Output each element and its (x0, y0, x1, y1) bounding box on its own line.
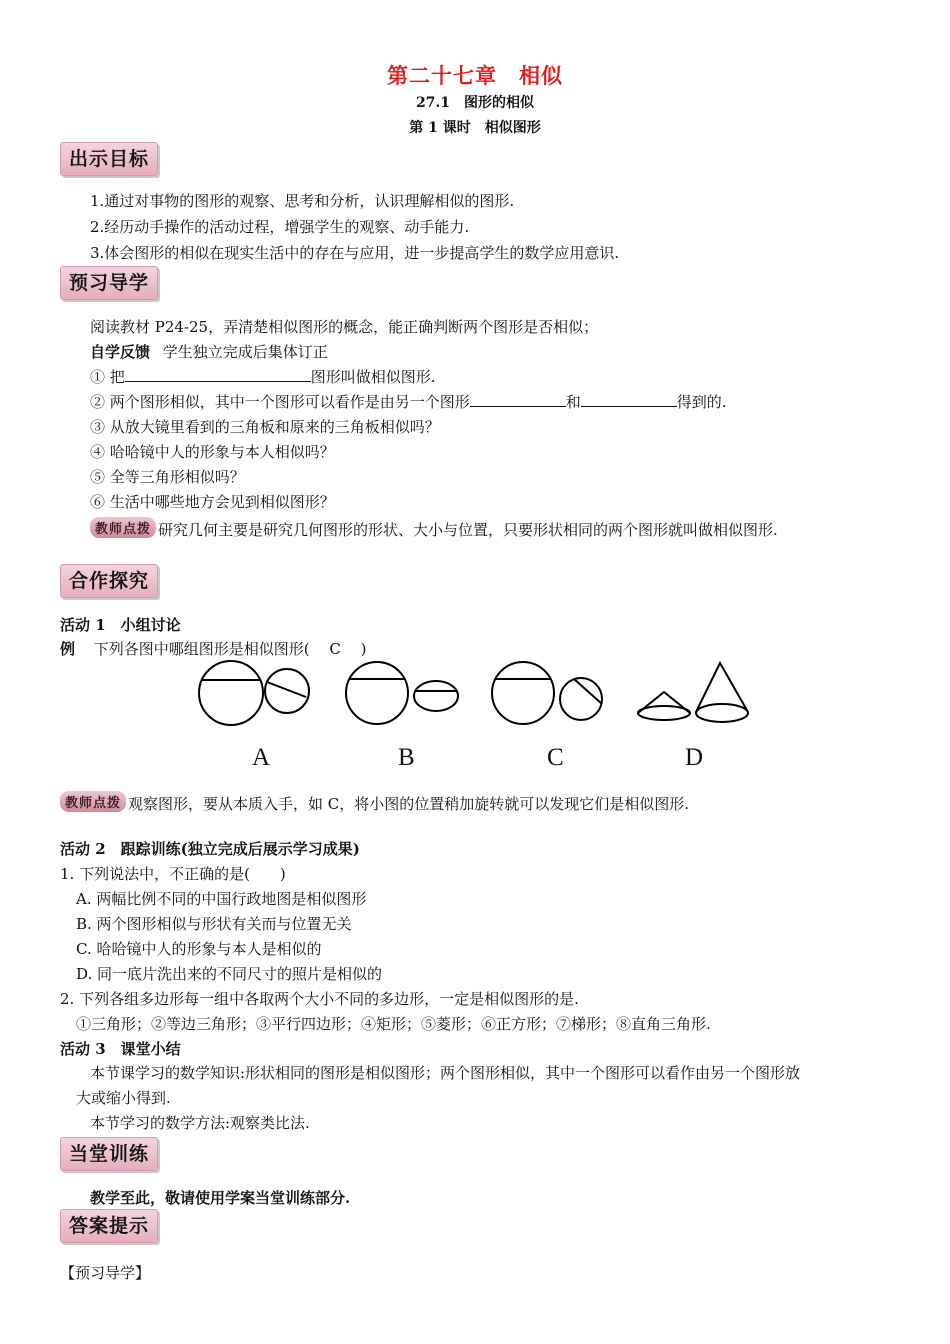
figure-c-large-circle (492, 662, 554, 724)
answer-heading: 【预习导学】 (60, 1264, 151, 1282)
answers-tag: 答案提示 (60, 1209, 158, 1243)
section-title: 27.1 图形的相似 (415, 95, 535, 111)
practice-tag: 当堂训练 (60, 1137, 158, 1171)
figure-a-small-chord (267, 682, 306, 697)
cooperate-tag: 合作探究 (60, 564, 158, 598)
feedback-label: 自学反馈 (90, 343, 151, 361)
summary-line-2: 大或缩小得到. (76, 1089, 171, 1107)
example-label: 例 (60, 640, 76, 658)
feedback-text: 学生独立完成后集体订正 (162, 343, 328, 361)
figure-a-small-circle (265, 669, 309, 713)
teacher-tip-badge: 教师点拨 (60, 791, 126, 812)
summary-method: 本节学习的数学方法:观察类比法. (90, 1114, 310, 1132)
objective-3: 3.体会图形的相似在现实生活中的存在与应用，进一步提高学生的数学应用意识. (90, 244, 620, 262)
question-1-prefix: ① 把 (90, 368, 125, 386)
example-text: 下列各图中哪组图形是相似图形( C ) (93, 640, 367, 658)
option-c: C. 哈哈镜中人的形象与本人是相似的 (76, 940, 322, 958)
option-a: A. 两幅比例不同的中国行政地图是相似图形 (76, 890, 367, 908)
figure-d-small-cone-base (638, 706, 690, 720)
figure-label-b: B (398, 744, 415, 771)
question-2-mid: 和 (565, 393, 581, 411)
activity-1-tip (60, 791, 689, 814)
activity-1-heading: 活动 1 小组讨论 (60, 616, 181, 634)
activity-2-question-2: 2. 下列各组多边形每一组中各取两个大小不同的多边形，一定是相似图形的是. (60, 990, 579, 1008)
question-2-suffix: 得到的. (676, 393, 727, 411)
summary-line-1: 本节课学习的数学知识:形状相同的图形是相似图形；两个图形相似，其中一个图形可以看作由另一个图形放 (90, 1064, 801, 1082)
figure-b-small-ellipse (414, 681, 458, 711)
figure-a-large-circle (199, 661, 263, 725)
preview-intro: 阅读教材 P24-25，弄清楚相似图形的概念，能正确判断两个图形是否相似； (90, 318, 599, 336)
preview-tag: 预习导学 (60, 266, 158, 300)
question-2-prefix: ② 两个图形相似，其中一个图形可以看作是由另一个图形 (90, 393, 470, 411)
figure-b-large-circle (346, 662, 408, 724)
question-6: ⑥ 生活中哪些地方会见到相似图形？ (90, 493, 335, 511)
objectives-tag: 出示目标 (60, 142, 158, 176)
figure-label-a: A (252, 744, 271, 771)
practice-text: 教学至此，敬请使用学案当堂训练部分. (90, 1189, 351, 1207)
activity-1-tip-text: 观察图形，要从本质入手，如 C，将小图的位置稍加旋转就可以发现它们是相似图形. (128, 795, 690, 813)
objective-1: 1.通过对事物的图形的观察、思考和分析，认识理解相似的图形. (90, 192, 515, 210)
chapter-title: 第二十七章 相似 (387, 63, 563, 88)
figure-label-d: D (685, 744, 704, 771)
teacher-tip-badge: 教师点拨 (90, 517, 156, 538)
figure-d-small-cone (638, 692, 690, 713)
objective-2: 2.经历动手操作的活动过程，增强学生的观察、动手能力. (90, 218, 470, 236)
preview-tip-text: 研究几何主要是研究几何图形的形状、大小与位置，只要形状相同的两个图形就叫做相似图形. (158, 521, 778, 539)
figure-d-large-cone-base (696, 704, 748, 722)
option-b: B. 两个图形相似与形状有关而与位置无关 (76, 915, 352, 933)
activity-2-heading: 活动 2 跟踪训练(独立完成后展示学习成果) (60, 840, 360, 858)
activity-2-question-1: 1. 下列说法中，不正确的是( ) (60, 865, 286, 883)
question-5: ⑤ 全等三角形相似吗？ (90, 468, 245, 486)
figure-c-small-chord (574, 679, 602, 704)
question-4: ④ 哈哈镜中人的形象与本人相似吗？ (90, 443, 335, 461)
question-1-suffix: 图形叫做相似图形. (310, 368, 436, 386)
activity-3-heading: 活动 3 课堂小结 (60, 1040, 181, 1058)
option-d: D. 同一底片洗出来的不同尺寸的照片是相似的 (76, 965, 383, 983)
figure-label-c: C (547, 744, 564, 771)
lesson-title: 第 1 课时 相似图形 (409, 120, 541, 136)
question-3: ③ 从放大镜里看到的三角板和原来的三角板相似吗？ (90, 418, 440, 436)
activity-2-question-2-items: ①三角形；②等边三角形；③平行四边形；④矩形；⑤菱形；⑥正方形；⑦梯形；⑧直角三角形. (76, 1015, 711, 1033)
